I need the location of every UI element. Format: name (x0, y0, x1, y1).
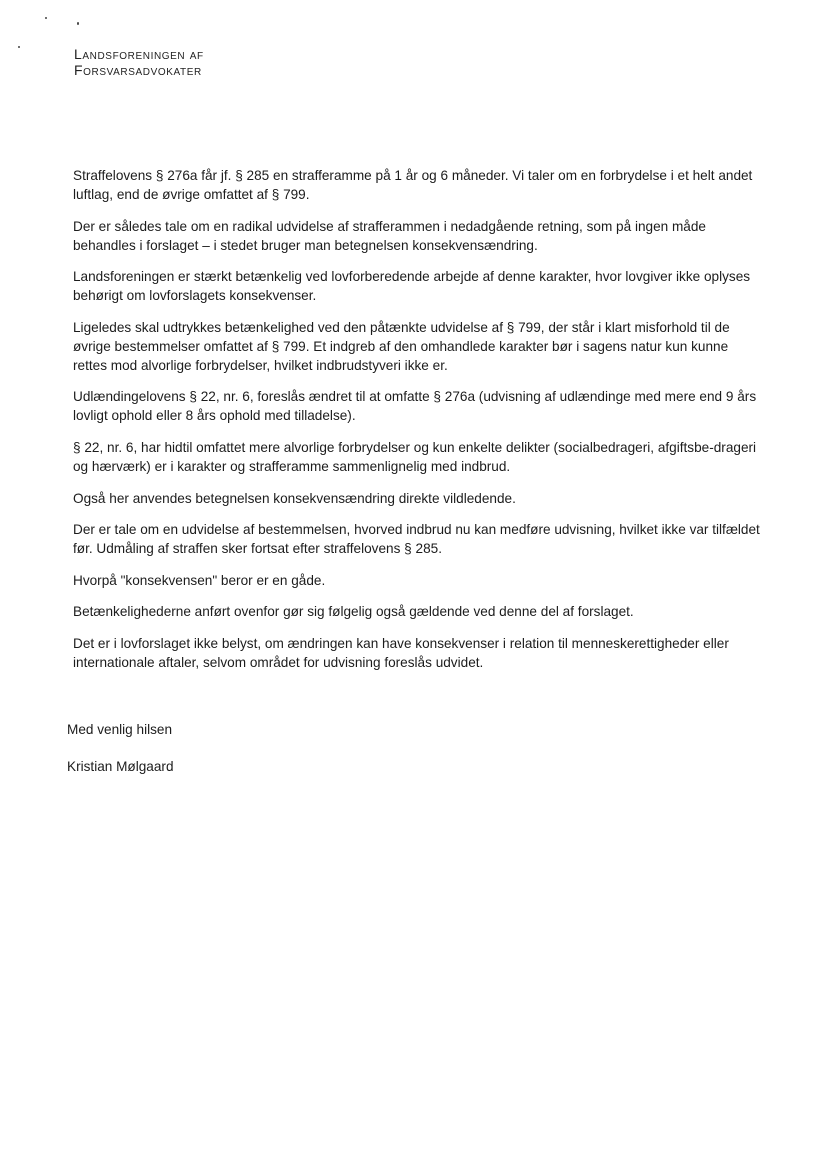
paragraph: Der er tale om en udvidelse af bestemmelsen, hvorved indbrud nu kan medføre udvisning, hvilket ikke var tilfældet før. Udmåling af straffen sker fortsat efter straffelovens § 285. (73, 522, 760, 557)
paragraph: Der er således tale om en radikal udvidelse af strafferammen i nedadgående retning, som på ingen måde behandles i forslaget – i stedet bruger man betegnelsen konsekvensændring. (73, 218, 706, 253)
paragraph: Hvorpå "konsekvensen" beror er en gåde. (73, 572, 326, 588)
letterhead (74, 46, 204, 78)
paragraph: Udlændingelovens § 22, nr. 6, foreslås ændret til at omfatte § 276a (udvisning af udlændinge med mere end 9 års lovligt ophold eller 8 års ophold med tilladelse). (73, 389, 757, 424)
paragraph: Betænkelighederne anført ovenfor gør sig følgelig også gældende ved denne del af forslaget. (73, 604, 634, 620)
paragraph: Landsforeningen er stærkt betænkelig ved lovforberedende arbejde af denne karakter, hvor lovgiver ikke oplyses behørigt om lovforslagets konsekvenser. (73, 269, 751, 304)
signature-name: Kristian Mølgaard (67, 759, 174, 774)
closing-greeting: Med venlig hilsen (67, 722, 173, 737)
paragraph: Straffelovens § 276a får jf. § 285 en strafferamme på 1 år og 6 måneder. Vi taler om en forbrydelse i et helt andet luftlag, end de øvrige omfattet af § 799. (73, 168, 753, 202)
scan-speck (45, 17, 47, 19)
scan-speck (18, 46, 20, 48)
paragraph: Det er i lovforslaget ikke belyst, om ændringen kan have konsekvenser i relation til menneskerettigheder eller internationale aftaler, selvom området for udvisning foreslås udvidet. (73, 635, 729, 670)
paragraph: Ligeledes skal udtrykkes betænkelighed ved den påtænkte udvidelse af § 799, der står i klart misforhold til de øvrige bestemmelser omfattet af § 799. Et indgreb af den omhandlede karakter bør i sagens natur kun kunne rettes mod alvorlige forbrydelser, hvilket indbrudstyveri ikke er. (73, 319, 730, 373)
letterhead-line-1: Landsforeningen af (74, 46, 204, 62)
paragraph: § 22, nr. 6, har hidtil omfattet mere alvorlige forbrydelser og kun enkelte delikter (socialbedrageri, afgiftsbe-drageri og hærværk) er i karakter og strafferamme sammenlignelig med indbrud. (73, 439, 757, 474)
letter-closing (67, 720, 174, 794)
letter-body (73, 166, 763, 685)
paragraph: Også her anvendes betegnelsen konsekvensændring direkte vildledende. (73, 490, 516, 506)
letterhead-line-2: Forsvarsadvokater (74, 62, 202, 78)
scan-speck (77, 22, 79, 25)
